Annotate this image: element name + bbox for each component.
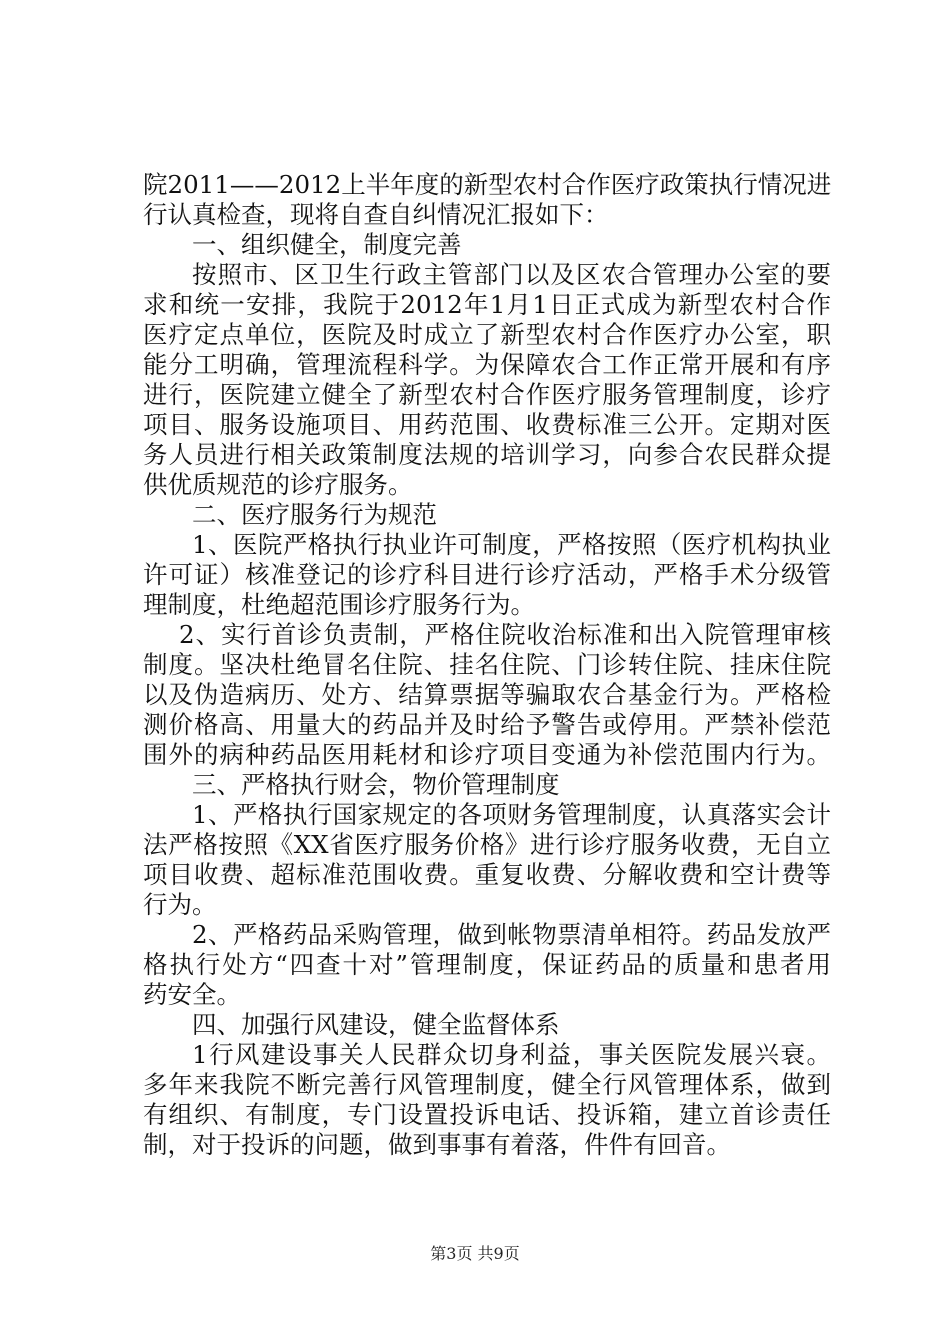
text-line: 格执行处方“四查十对”管理制度，保证药品的质量和患者用 [143, 950, 831, 979]
text-line: 多年来我院不断完善行风管理制度，健全行风管理体系，做到 [143, 1070, 831, 1099]
text-line: 许可证）核准登记的诊疗科目进行诊疗活动，严格手术分级管 [143, 560, 831, 589]
text-line: 制度。坚决杜绝冒名住院、挂名住院、门诊转住院、挂床住院 [143, 650, 831, 679]
text-line: 务人员进行相关政策制度法规的培训学习，向参合农民群众提 [143, 440, 831, 469]
text-line: 测价格高、用量大的药品并及时给予警告或停用。严禁补偿范 [143, 710, 831, 739]
text-line: 供优质规范的诊疗服务。 [143, 470, 413, 499]
text-line: 围外的病种药品医用耗材和诊疗项目变通为补偿范围内行为。 [143, 740, 831, 769]
text-line: 2、严格药品采购管理，做到帐物票清单相符。药品发放严 [192, 920, 831, 949]
text-line: 药安全。 [143, 980, 241, 1009]
text-line: 能分工明确，管理流程科学。为保障农合工作正常开展和有序 [143, 350, 831, 379]
text-line: 1、严格执行国家规定的各项财务管理制度，认真落实会计 [192, 800, 831, 829]
section-heading: 二、医疗服务行为规范 [192, 500, 437, 529]
text-line: 行为。 [143, 890, 217, 919]
page-number: 第3页 共9页 [430, 1244, 520, 1263]
section-heading: 四、加强行风建设，健全监督体系 [192, 1010, 560, 1039]
text-line: 项目收费、超标准范围收费。重复收费、分解收费和空计费等 [143, 860, 831, 889]
text-line: 院2011——2012上半年度的新型农村合作医疗政策执行情况进 [143, 170, 832, 199]
text-line: 1、医院严格执行执业许可制度，严格按照（医疗机构执业 [192, 530, 831, 559]
section-heading: 三、严格执行财会，物价管理制度 [192, 770, 560, 799]
document-body [143, 170, 831, 1160]
text-line: 行认真检查，现将自查自纠情况汇报如下： [143, 200, 609, 229]
text-line: 进行，医院建立健全了新型农村合作医疗服务管理制度，诊疗 [143, 380, 831, 409]
text-line: 医疗定点单位，医院及时成立了新型农村合作医疗办公室，职 [143, 320, 831, 349]
text-line: 项目、服务设施项目、用药范围、收费标准三公开。定期对医 [143, 410, 831, 439]
text-line: 法严格按照《XX省医疗服务价格》进行诊疗服务收费，无自立 [143, 830, 831, 859]
text-line: 1行风建设事关人民群众切身利益，事关医院发展兴衰。 [192, 1040, 831, 1069]
section-heading: 一、组织健全，制度完善 [192, 230, 462, 259]
text-line: 以及伪造病历、处方、结算票据等骗取农合基金行为。严格检 [143, 680, 831, 709]
text-line: 制，对于投诉的问题，做到事事有着落，件件有回音。 [143, 1130, 731, 1159]
text-line: 2、实行首诊负责制，严格住院收治标准和出入院管理审核 [179, 620, 831, 649]
text-line: 求和统一安排，我院于2012年1月1日正式成为新型农村合作 [143, 290, 831, 319]
text-line: 按照市、区卫生行政主管部门以及区农合管理办公室的要 [192, 260, 831, 289]
text-line: 有组织、有制度，专门设置投诉电话、投诉箱，建立首诊责任 [143, 1100, 831, 1129]
text-line: 理制度，杜绝超范围诊疗服务行为。 [143, 590, 535, 619]
